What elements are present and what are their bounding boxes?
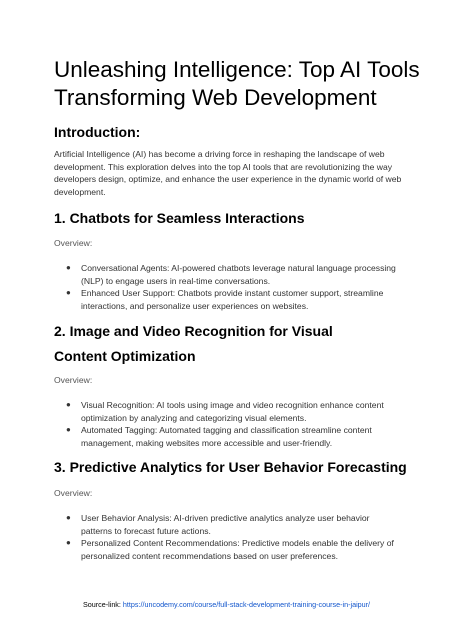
- bullet-icon: ●: [66, 513, 71, 522]
- list-item: [54, 512, 399, 537]
- footer: [0, 600, 453, 610]
- section-1-bullets: [54, 262, 399, 312]
- intro-heading: Introduction:: [54, 124, 141, 140]
- section-2-overview: Overview:: [54, 375, 93, 385]
- list-item: [54, 399, 399, 424]
- list-item: [54, 537, 399, 562]
- section-3-overview: Overview:: [54, 488, 93, 498]
- bullet-text: Conversational Agents: AI-powered chatbots leverage natural language processing (NLP) to engage users in real-time conversations.: [81, 263, 396, 286]
- bullet-icon: ●: [66, 538, 71, 547]
- bullet-icon: ●: [66, 425, 71, 434]
- section-3-heading: 3. Predictive Analytics for User Behavior Forecasting: [54, 459, 407, 475]
- list-item: [54, 424, 399, 449]
- bullet-icon: ●: [66, 263, 71, 272]
- section-2-bullets: [54, 399, 399, 449]
- list-item: [54, 287, 399, 312]
- section-1-overview: Overview:: [54, 238, 93, 248]
- section-2-heading: 2. Image and Video Recognition for Visual Content Optimization: [54, 323, 333, 364]
- section-1-heading: 1. Chatbots for Seamless Interactions: [54, 210, 305, 226]
- bullet-text: Visual Recognition: AI tools using image and video recognition enhance content optimization by analyzing and categorizing visual elements.: [81, 400, 384, 423]
- section-3-bullets: [54, 512, 399, 562]
- intro-paragraph: Artificial Intelligence (AI) has become a driving force in reshaping the landscape of web development. This exploration delves into the top AI tools that are revolutionizing the way developers design, optimize, and enhance the user experience in the dynamic world of web development.: [54, 149, 402, 197]
- list-item: [54, 262, 399, 287]
- bullet-text: User Behavior Analysis: AI-driven predictive analytics analyze user behavior patterns to forecast future actions.: [81, 513, 370, 536]
- bullet-text: Enhanced User Support: Chatbots provide instant customer support, streamline interactions, and personalize user experiences on websites.: [81, 288, 384, 311]
- document-title: Unleashing Intelligence: Top AI Tools Transforming Web Development: [54, 57, 420, 110]
- source-link[interactable]: https://uncodemy.com/course/full-stack-development-training-course-in-jaipur/: [122, 600, 371, 609]
- bullet-icon: ●: [66, 288, 71, 297]
- bullet-icon: ●: [66, 400, 71, 409]
- footer-label: Source-link:: [82, 600, 121, 609]
- bullet-text: Personalized Content Recommendations: Predictive models enable the delivery of personalized content recommendations based on user preferences.: [81, 538, 394, 561]
- bullet-text: Automated Tagging: Automated tagging and classification streamline content management, making websites more accessible and user-friendly.: [81, 425, 372, 448]
